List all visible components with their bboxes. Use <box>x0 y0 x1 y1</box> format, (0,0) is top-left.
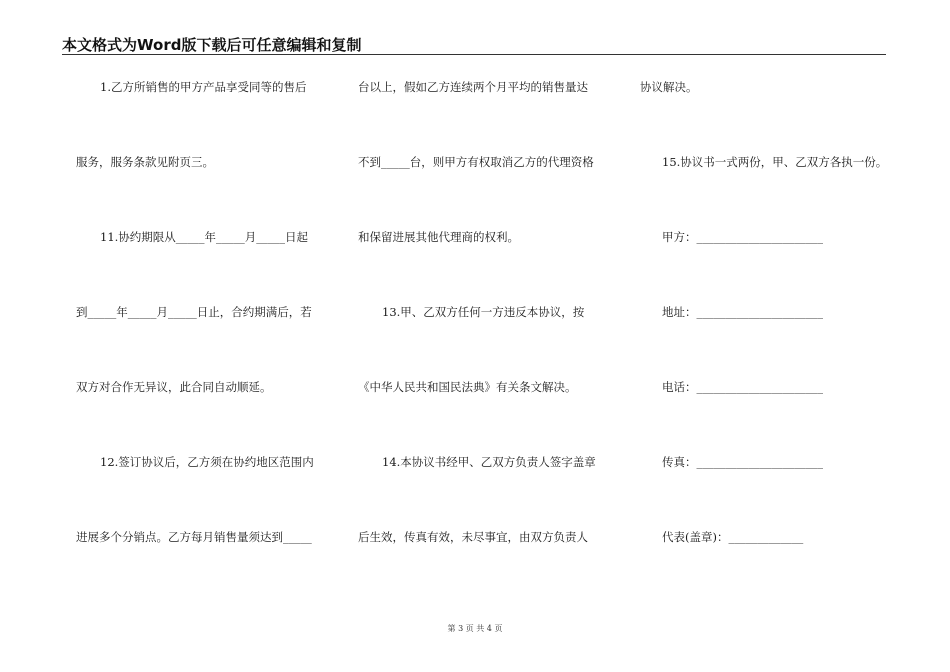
col2-line-1: 台以上，假如乙方连续两个月平均的销售量达 <box>358 80 588 94</box>
col1-line-6: 12.签订协议后，乙方须在协约地区范围内 <box>100 455 314 469</box>
col1-line-2: 服务，服务条款见附页三。 <box>76 155 214 169</box>
col2-line-3: 和保留进展其他代理商的权利。 <box>358 230 519 244</box>
col2-line-4: 13.甲、乙双方任何一方违反本协议，按 <box>382 305 585 319</box>
col2-line-7: 后生效，传真有效，未尽事宜，由双方负责人 <box>358 530 588 544</box>
col2-line-2: 不到_____台，则甲方有权取消乙方的代理资格 <box>358 155 594 169</box>
col1-line-3: 11.协约期限从_____年_____月_____日起 <box>100 230 309 244</box>
representative-seal-field: 代表(盖章)：_____________ <box>662 530 804 544</box>
col3-line-2: 15.协议书一式两份，甲、乙双方各执一份。 <box>662 155 888 169</box>
col1-line-5: 双方对合作无异议，此合同自动顺延。 <box>76 380 272 394</box>
document-header-title: 本文格式为Word版下载后可任意编辑和复制 <box>62 36 362 54</box>
address-field: 地址：______________________ <box>662 305 823 319</box>
page-number: 第 3 页 共 4 页 <box>447 624 503 633</box>
phone-field: 电话：______________________ <box>662 380 823 394</box>
col1-line-4: 到_____年_____月_____日止，合约期满后，若 <box>76 305 312 319</box>
header-divider <box>62 54 886 55</box>
col1-line-1: 1.乙方所销售的甲方产品享受同等的售后 <box>100 80 307 94</box>
col3-line-1: 协议解决。 <box>640 80 698 94</box>
col2-line-5: 《中华人民共和国民法典》有关条文解决。 <box>358 380 577 394</box>
party-a-field: 甲方：______________________ <box>662 230 823 244</box>
col1-line-7: 进展多个分销点。乙方每月销售量须达到_____ <box>76 530 312 544</box>
fax-field: 传真：______________________ <box>662 455 823 469</box>
col2-line-6: 14.本协议书经甲、乙双方负责人签字盖章 <box>382 455 596 469</box>
